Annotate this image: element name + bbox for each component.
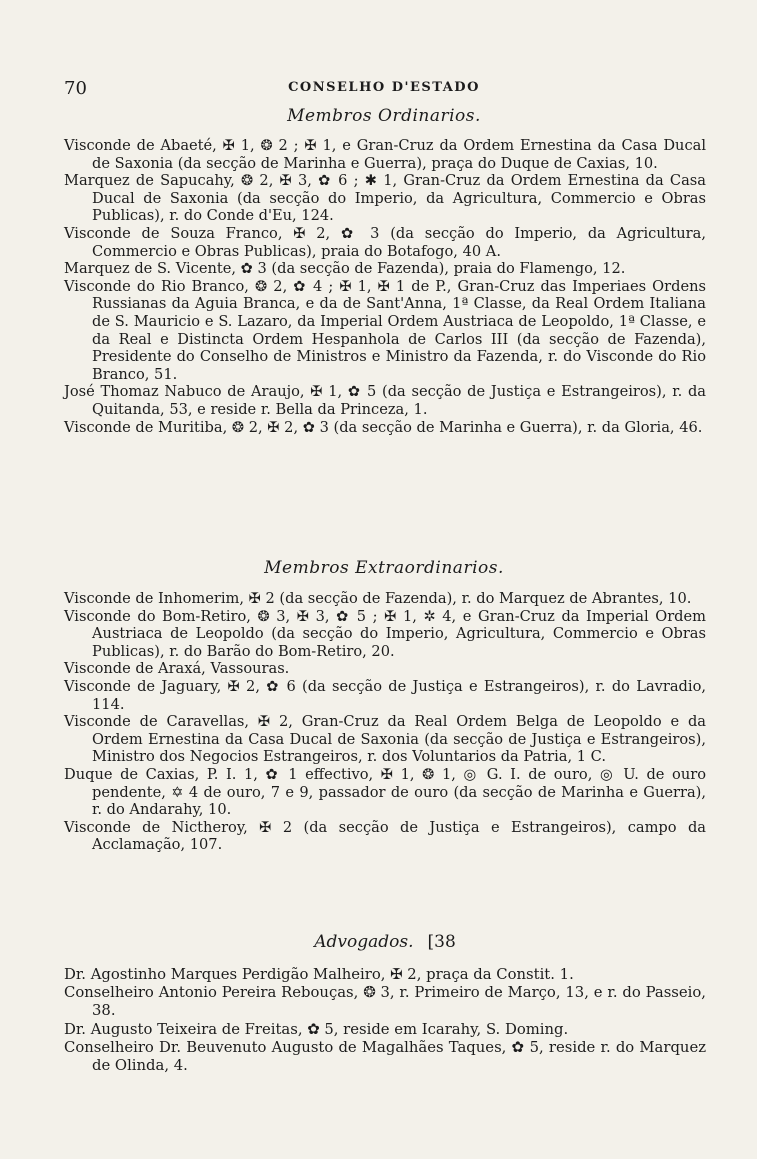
entry-item: Dr. Augusto Teixeira de Freitas, ✿ 5, reside em Icarahy, S. Doming.: [64, 1020, 569, 1038]
entry-item: Dr. Agostinho Marques Perdigão Malheiro, ✠ 2, praça da Constit. 1.: [64, 966, 574, 983]
page-number: 70: [64, 78, 87, 99]
advogados-note: [38: [427, 932, 456, 952]
section-title-extraordinarios: Membros Extraordinarios.: [264, 558, 504, 578]
advogados-title: Advogados.: [314, 932, 414, 952]
entry-item: José Thomaz Nabuco de Araujo, ✠ 1, ✿ 5 (da secção de Justiça e Estrangeiros), r. da Quitanda, 53, e reside r. Bella da Princeza, 1.: [64, 383, 706, 418]
entry-item: Visconde de Abaeté, ✠ 1, ❂ 2 ; ✠ 1, e Gran-Cruz da Ordem Ernestina da Casa Ducal de Saxonia (da secção de Marinha e Guerra), praça do Duque de Caxias, 10.: [64, 137, 706, 172]
running-title: CONSELHO D'ESTADO: [288, 80, 480, 95]
entry-item: Visconde do Rio Branco, ❂ 2, ✿ 4 ; ✠ 1, ✠ 1 de P., Gran-Cruz das Imperiaes Ordens Russianas da Aguia Branca, e da de Sant'Anna, 1ª Classe, da Real Ordem Italiana de S. Mauricio e S. Lazaro, da Imperial Ordem Austriaca de Leopoldo, 1ª Classe, e da Real e Distincta Ordem Hespanhola de Carlos III (da secção de Fazenda), Presidente do Conselho de Ministros e Ministro da Fazenda, r. do Visconde do Rio Branco, 51.: [64, 277, 706, 383]
entry-item: Marquez de S. Vicente, ✿ 3 (da secção de Fazenda), praia do Flamengo, 12.: [64, 260, 626, 278]
entry-item: Visconde de Souza Franco, ✠ 2, ✿ 3 (da secção do Imperio, da Agricultura, Commercio e Obras Publicas), praia do Botafogo, 40 A.: [64, 224, 706, 260]
section-title-advogados: [64, 932, 706, 952]
entry-item: Visconde de Araxá, Vassouras.: [64, 660, 290, 678]
entry-item: Visconde do Bom-Retiro, ❂ 3, ✠ 3, ✿ 5 ; ✠ 1, ✲ 4, e Gran-Cruz da Imperial Ordem Austriaca de Leopoldo (da secção do Imperio, Agricultura, Commercio e Obras Publicas), r. do Barão do Bom-Retiro, 20.: [64, 607, 706, 660]
entry-item: Duque de Caxias, P. I. 1, ✿ 1 effectivo, ✠ 1, ❂ 1, ◎ G. I. de ouro, ◎ U. de ouro pendente, ✡ 4 de ouro, 7 e 9, passador de ouro (da secção de Marinha e Guerra), r. do Andarahy, 10.: [64, 765, 706, 819]
entry-item: Conselheiro Dr. Beuvenuto Augusto de Magalhães Taques, ✿ 5, reside r. do Marquez de Olinda, 4.: [64, 1038, 706, 1075]
section-title-ordinarios: Membros Ordinarios.: [287, 106, 481, 126]
entry-item: Visconde de Inhomerim, ✠ 2 (da secção de Fazenda), r. do Marquez de Abrantes, 10.: [64, 590, 692, 607]
entries-ordinarios: [64, 137, 706, 436]
entries-extraordinarios: [64, 590, 706, 854]
page-header: [64, 78, 704, 102]
entries-advogados: [64, 966, 706, 1075]
entry-item: Marquez de Sapucahy, ❂ 2, ✠ 3, ✿ 6 ; ✱ 1, Gran-Cruz da Ordem Ernestina da Casa Ducal de Saxonia (da secção do Imperio, da Agricultura, Commercio e Obras Publicas), r. do Conde d'Eu, 124.: [64, 172, 706, 225]
entry-item: Visconde de Caravellas, ✠ 2, Gran-Cruz da Real Ordem Belga de Leopoldo e da Ordem Ernestina da Casa Ducal de Saxonia (da secção de Justiça e Estrangeiros), Ministro dos Negocios Estrangeiros, r. dos Voluntarios da Patria, 1 C.: [64, 713, 706, 766]
entry-item: Visconde de Nictheroy, ✠ 2 (da secção de Justiça e Estrangeiros), campo da Acclamação, 107.: [64, 818, 706, 854]
entry-item: Conselheiro Antonio Pereira Rebouças, ❂ 3, r. Primeiro de Março, 13, e r. do Passeio, 38.: [64, 984, 706, 1020]
entry-item: Visconde de Muritiba, ❂ 2, ✠ 2, ✿ 3 (da secção de Marinha e Guerra), r. da Gloria, 46.: [64, 418, 703, 436]
entry-item: Visconde de Jaguary, ✠ 2, ✿ 6 (da secção de Justiça e Estrangeiros), r. do Lavradio, 114.: [64, 677, 706, 713]
